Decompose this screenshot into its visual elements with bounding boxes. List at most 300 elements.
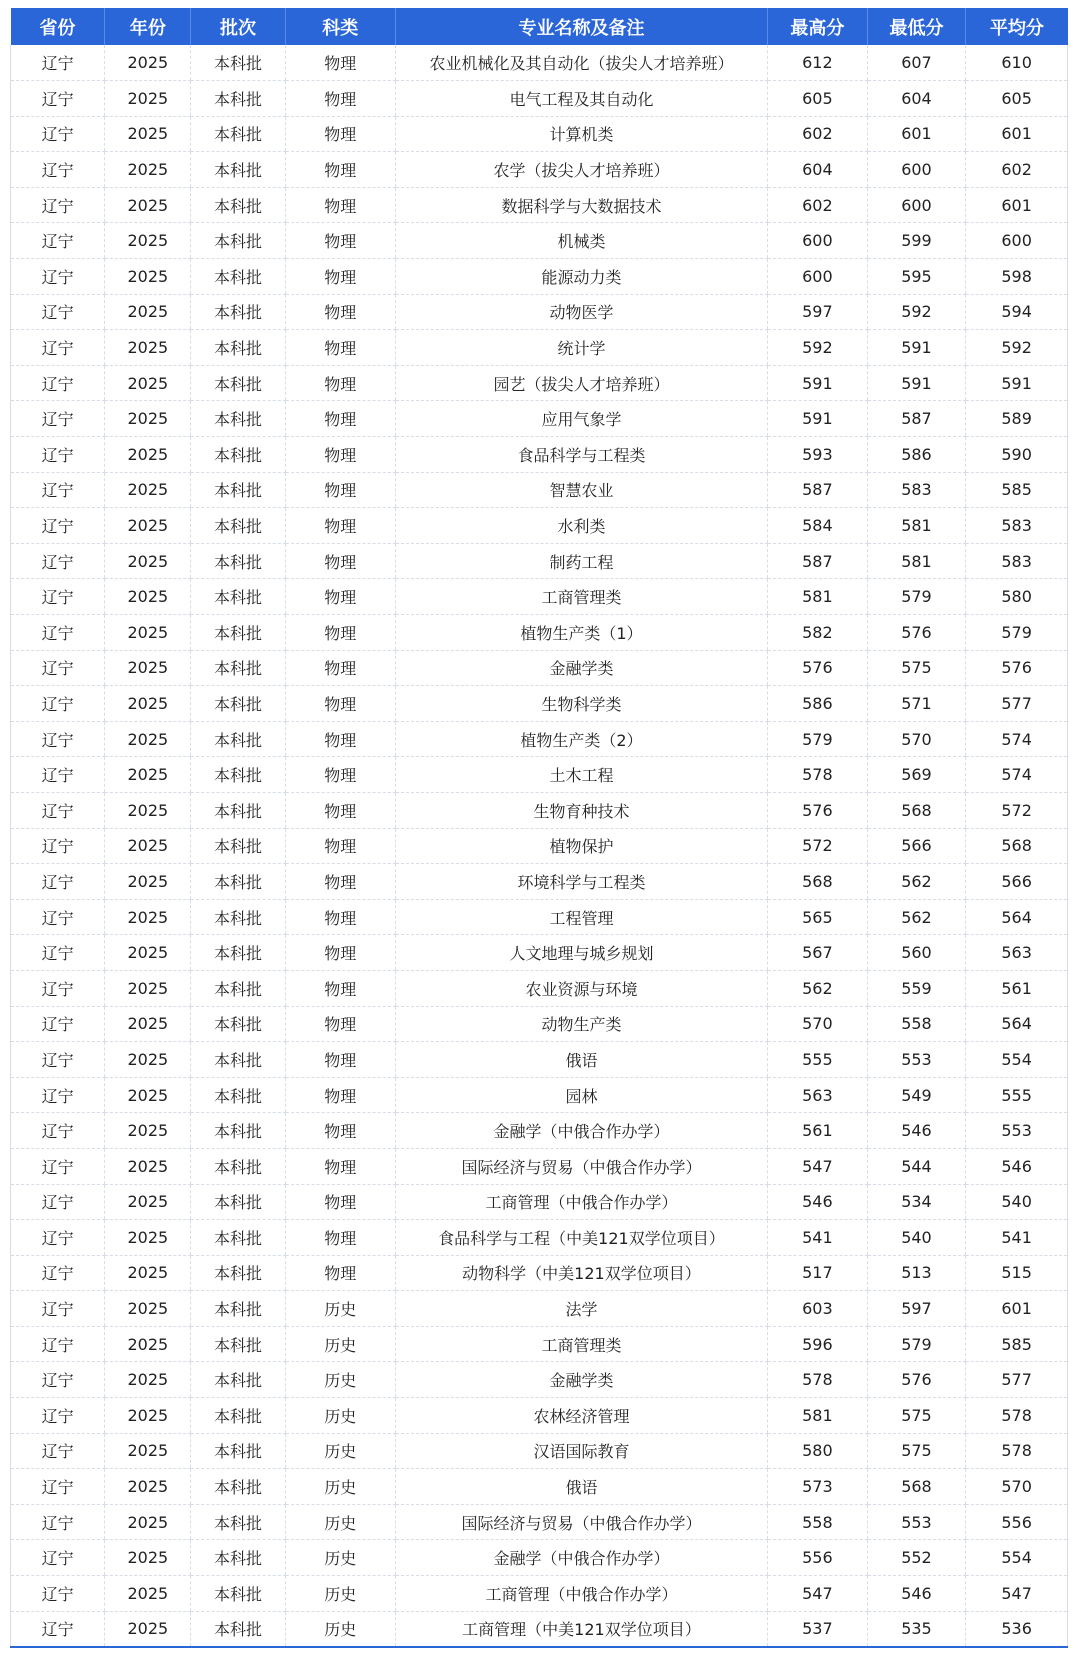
table-row: [11, 1184, 1068, 1220]
cell-major-name: 国际经济与贸易（中俄合作办学）: [395, 1504, 767, 1540]
cell-batch: 本科批: [191, 1184, 285, 1220]
cell-subject-type: 物理: [285, 543, 395, 579]
cell-province: 辽宁: [11, 401, 105, 437]
cell-batch: 本科批: [191, 1504, 285, 1540]
cell-subject-type: 物理: [285, 187, 395, 223]
cell-year: 2025: [105, 686, 191, 722]
cell-year: 2025: [105, 1326, 191, 1362]
cell-max-score: 604: [768, 152, 868, 188]
cell-avg-score: 577: [966, 686, 1068, 722]
cell-province: 辽宁: [11, 187, 105, 223]
cell-min-score: 576: [867, 615, 966, 651]
cell-subject-type: 物理: [285, 1006, 395, 1042]
cell-major-name: 工商管理（中俄合作办学）: [395, 1184, 767, 1220]
cell-year: 2025: [105, 970, 191, 1006]
cell-min-score: 599: [867, 223, 966, 259]
cell-province: 辽宁: [11, 792, 105, 828]
table-row: [11, 223, 1068, 259]
cell-subject-type: 物理: [285, 792, 395, 828]
cell-province: 辽宁: [11, 116, 105, 152]
cell-subject-type: 历史: [285, 1398, 395, 1434]
cell-major-name: 农学（拔尖人才培养班）: [395, 152, 767, 188]
table-row: [11, 508, 1068, 544]
cell-min-score: 587: [867, 401, 966, 437]
cell-major-name: 汉语国际教育: [395, 1433, 767, 1469]
cell-year: 2025: [105, 1006, 191, 1042]
cell-max-score: 584: [768, 508, 868, 544]
cell-year: 2025: [105, 828, 191, 864]
cell-min-score: 575: [867, 1433, 966, 1469]
table-row: [11, 1540, 1068, 1576]
cell-subject-type: 物理: [285, 899, 395, 935]
cell-min-score: 571: [867, 686, 966, 722]
cell-major-name: 国际经济与贸易（中俄合作办学）: [395, 1148, 767, 1184]
cell-avg-score: 563: [966, 935, 1068, 971]
cell-subject-type: 物理: [285, 45, 395, 81]
cell-province: 辽宁: [11, 223, 105, 259]
cell-min-score: 549: [867, 1077, 966, 1113]
cell-max-score: 597: [768, 294, 868, 330]
cell-province: 辽宁: [11, 1291, 105, 1327]
cell-major-name: 植物生产类（2）: [395, 721, 767, 757]
table-row: [11, 1326, 1068, 1362]
cell-avg-score: 602: [966, 152, 1068, 188]
cell-year: 2025: [105, 864, 191, 900]
cell-min-score: 579: [867, 579, 966, 615]
cell-batch: 本科批: [191, 899, 285, 935]
header-row: [11, 8, 1068, 45]
table-row: [11, 1148, 1068, 1184]
table-row: [11, 187, 1068, 223]
cell-min-score: 579: [867, 1326, 966, 1362]
cell-avg-score: 570: [966, 1469, 1068, 1505]
cell-min-score: 595: [867, 259, 966, 295]
cell-year: 2025: [105, 401, 191, 437]
cell-min-score: 566: [867, 828, 966, 864]
cell-subject-type: 物理: [285, 686, 395, 722]
cell-max-score: 586: [768, 686, 868, 722]
cell-subject-type: 物理: [285, 970, 395, 1006]
cell-province: 辽宁: [11, 81, 105, 117]
cell-batch: 本科批: [191, 970, 285, 1006]
header-major-name: 专业名称及备注: [395, 8, 767, 45]
cell-max-score: 570: [768, 1006, 868, 1042]
cell-avg-score: 564: [966, 1006, 1068, 1042]
table-row: [11, 650, 1068, 686]
cell-avg-score: 600: [966, 223, 1068, 259]
cell-subject-type: 物理: [285, 437, 395, 473]
cell-major-name: 金融学（中俄合作办学）: [395, 1113, 767, 1149]
score-table: [10, 8, 1068, 1648]
header-avg-score: 平均分: [966, 8, 1068, 45]
cell-subject-type: 历史: [285, 1576, 395, 1612]
score-table-container: [10, 8, 1068, 1648]
cell-max-score: 587: [768, 472, 868, 508]
cell-avg-score: 578: [966, 1433, 1068, 1469]
cell-subject-type: 物理: [285, 650, 395, 686]
cell-major-name: 动物科学（中美121双学位项目）: [395, 1255, 767, 1291]
cell-major-name: 能源动力类: [395, 259, 767, 295]
cell-batch: 本科批: [191, 1326, 285, 1362]
cell-avg-score: 601: [966, 187, 1068, 223]
cell-max-score: 587: [768, 543, 868, 579]
table-row: [11, 1220, 1068, 1256]
cell-avg-score: 583: [966, 543, 1068, 579]
table-row: [11, 152, 1068, 188]
cell-min-score: 568: [867, 1469, 966, 1505]
cell-max-score: 541: [768, 1220, 868, 1256]
cell-avg-score: 591: [966, 365, 1068, 401]
cell-max-score: 558: [768, 1504, 868, 1540]
cell-avg-score: 515: [966, 1255, 1068, 1291]
cell-year: 2025: [105, 1077, 191, 1113]
cell-batch: 本科批: [191, 792, 285, 828]
cell-max-score: 582: [768, 615, 868, 651]
cell-year: 2025: [105, 935, 191, 971]
cell-avg-score: 583: [966, 508, 1068, 544]
table-row: [11, 792, 1068, 828]
cell-min-score: 581: [867, 508, 966, 544]
cell-batch: 本科批: [191, 45, 285, 81]
cell-subject-type: 物理: [285, 1077, 395, 1113]
cell-major-name: 生物育种技术: [395, 792, 767, 828]
table-row: [11, 1362, 1068, 1398]
cell-subject-type: 物理: [285, 828, 395, 864]
cell-batch: 本科批: [191, 1255, 285, 1291]
cell-min-score: 586: [867, 437, 966, 473]
cell-batch: 本科批: [191, 686, 285, 722]
cell-min-score: 607: [867, 45, 966, 81]
cell-subject-type: 历史: [285, 1433, 395, 1469]
cell-avg-score: 585: [966, 472, 1068, 508]
cell-max-score: 561: [768, 1113, 868, 1149]
cell-avg-score: 556: [966, 1504, 1068, 1540]
cell-batch: 本科批: [191, 259, 285, 295]
cell-batch: 本科批: [191, 294, 285, 330]
cell-province: 辽宁: [11, 259, 105, 295]
cell-year: 2025: [105, 1433, 191, 1469]
cell-major-name: 动物医学: [395, 294, 767, 330]
cell-min-score: 562: [867, 864, 966, 900]
cell-subject-type: 物理: [285, 615, 395, 651]
cell-province: 辽宁: [11, 757, 105, 793]
cell-max-score: 600: [768, 223, 868, 259]
cell-province: 辽宁: [11, 721, 105, 757]
cell-year: 2025: [105, 1611, 191, 1647]
cell-max-score: 580: [768, 1433, 868, 1469]
cell-subject-type: 物理: [285, 721, 395, 757]
cell-avg-score: 541: [966, 1220, 1068, 1256]
cell-year: 2025: [105, 615, 191, 651]
cell-year: 2025: [105, 294, 191, 330]
table-row: [11, 1611, 1068, 1647]
table-row: [11, 1255, 1068, 1291]
cell-batch: 本科批: [191, 1042, 285, 1078]
cell-avg-score: 554: [966, 1042, 1068, 1078]
cell-year: 2025: [105, 1504, 191, 1540]
cell-min-score: 592: [867, 294, 966, 330]
cell-major-name: 制药工程: [395, 543, 767, 579]
cell-year: 2025: [105, 365, 191, 401]
cell-major-name: 应用气象学: [395, 401, 767, 437]
cell-province: 辽宁: [11, 864, 105, 900]
cell-subject-type: 历史: [285, 1504, 395, 1540]
cell-year: 2025: [105, 259, 191, 295]
cell-year: 2025: [105, 1469, 191, 1505]
cell-year: 2025: [105, 1255, 191, 1291]
cell-batch: 本科批: [191, 1611, 285, 1647]
cell-min-score: 570: [867, 721, 966, 757]
cell-subject-type: 历史: [285, 1540, 395, 1576]
cell-province: 辽宁: [11, 1362, 105, 1398]
cell-province: 辽宁: [11, 1469, 105, 1505]
cell-province: 辽宁: [11, 1504, 105, 1540]
cell-min-score: 601: [867, 116, 966, 152]
cell-avg-score: 598: [966, 259, 1068, 295]
cell-batch: 本科批: [191, 508, 285, 544]
cell-min-score: 552: [867, 1540, 966, 1576]
cell-min-score: 560: [867, 935, 966, 971]
cell-max-score: 593: [768, 437, 868, 473]
cell-batch: 本科批: [191, 330, 285, 366]
cell-major-name: 工商管理（中美121双学位项目）: [395, 1611, 767, 1647]
cell-year: 2025: [105, 116, 191, 152]
cell-batch: 本科批: [191, 437, 285, 473]
cell-min-score: 559: [867, 970, 966, 1006]
cell-major-name: 电气工程及其自动化: [395, 81, 767, 117]
table-row: [11, 45, 1068, 81]
cell-min-score: 540: [867, 1220, 966, 1256]
cell-province: 辽宁: [11, 1255, 105, 1291]
cell-avg-score: 590: [966, 437, 1068, 473]
cell-max-score: 517: [768, 1255, 868, 1291]
cell-batch: 本科批: [191, 1077, 285, 1113]
cell-year: 2025: [105, 437, 191, 473]
cell-max-score: 612: [768, 45, 868, 81]
cell-max-score: 578: [768, 1362, 868, 1398]
cell-batch: 本科批: [191, 187, 285, 223]
cell-avg-score: 572: [966, 792, 1068, 828]
cell-batch: 本科批: [191, 615, 285, 651]
cell-major-name: 园艺（拔尖人才培养班）: [395, 365, 767, 401]
header-batch: 批次: [191, 8, 285, 45]
cell-batch: 本科批: [191, 757, 285, 793]
cell-major-name: 植物生产类（1）: [395, 615, 767, 651]
cell-max-score: 565: [768, 899, 868, 935]
cell-year: 2025: [105, 721, 191, 757]
cell-subject-type: 物理: [285, 935, 395, 971]
cell-avg-score: 589: [966, 401, 1068, 437]
cell-province: 辽宁: [11, 365, 105, 401]
cell-avg-score: 574: [966, 721, 1068, 757]
cell-max-score: 603: [768, 1291, 868, 1327]
cell-batch: 本科批: [191, 650, 285, 686]
cell-province: 辽宁: [11, 686, 105, 722]
cell-province: 辽宁: [11, 45, 105, 81]
cell-major-name: 计算机类: [395, 116, 767, 152]
cell-major-name: 工商管理（中俄合作办学）: [395, 1576, 767, 1612]
cell-batch: 本科批: [191, 116, 285, 152]
cell-min-score: 597: [867, 1291, 966, 1327]
cell-major-name: 金融学类: [395, 1362, 767, 1398]
cell-year: 2025: [105, 1362, 191, 1398]
cell-province: 辽宁: [11, 1611, 105, 1647]
table-row: [11, 615, 1068, 651]
cell-avg-score: 585: [966, 1326, 1068, 1362]
table-row: [11, 1576, 1068, 1612]
cell-max-score: 568: [768, 864, 868, 900]
cell-avg-score: 579: [966, 615, 1068, 651]
table-row: [11, 1113, 1068, 1149]
cell-batch: 本科批: [191, 864, 285, 900]
cell-max-score: 547: [768, 1148, 868, 1184]
cell-year: 2025: [105, 1291, 191, 1327]
cell-year: 2025: [105, 543, 191, 579]
cell-major-name: 园林: [395, 1077, 767, 1113]
cell-year: 2025: [105, 472, 191, 508]
cell-major-name: 水利类: [395, 508, 767, 544]
cell-subject-type: 物理: [285, 330, 395, 366]
cell-major-name: 农林经济管理: [395, 1398, 767, 1434]
cell-avg-score: 554: [966, 1540, 1068, 1576]
cell-max-score: 576: [768, 650, 868, 686]
header-max-score: 最高分: [768, 8, 868, 45]
cell-major-name: 动物生产类: [395, 1006, 767, 1042]
table-row: [11, 330, 1068, 366]
cell-major-name: 工商管理类: [395, 1326, 767, 1362]
cell-major-name: 土木工程: [395, 757, 767, 793]
cell-year: 2025: [105, 1113, 191, 1149]
cell-batch: 本科批: [191, 1113, 285, 1149]
table-row: [11, 1077, 1068, 1113]
table-row: [11, 81, 1068, 117]
cell-subject-type: 物理: [285, 1113, 395, 1149]
cell-avg-score: 561: [966, 970, 1068, 1006]
cell-avg-score: 605: [966, 81, 1068, 117]
cell-max-score: 596: [768, 1326, 868, 1362]
cell-subject-type: 物理: [285, 864, 395, 900]
cell-min-score: 535: [867, 1611, 966, 1647]
cell-avg-score: 577: [966, 1362, 1068, 1398]
cell-province: 辽宁: [11, 1540, 105, 1576]
table-row: [11, 1504, 1068, 1540]
cell-subject-type: 历史: [285, 1326, 395, 1362]
cell-province: 辽宁: [11, 1398, 105, 1434]
cell-avg-score: 568: [966, 828, 1068, 864]
cell-major-name: 工商管理类: [395, 579, 767, 615]
cell-province: 辽宁: [11, 543, 105, 579]
table-body: [11, 45, 1068, 1647]
cell-subject-type: 物理: [285, 223, 395, 259]
cell-batch: 本科批: [191, 1540, 285, 1576]
cell-province: 辽宁: [11, 828, 105, 864]
cell-major-name: 生物科学类: [395, 686, 767, 722]
cell-batch: 本科批: [191, 1433, 285, 1469]
cell-subject-type: 物理: [285, 472, 395, 508]
cell-province: 辽宁: [11, 1576, 105, 1612]
cell-max-score: 592: [768, 330, 868, 366]
cell-max-score: 581: [768, 579, 868, 615]
cell-subject-type: 物理: [285, 1148, 395, 1184]
cell-min-score: 600: [867, 187, 966, 223]
cell-province: 辽宁: [11, 1433, 105, 1469]
cell-province: 辽宁: [11, 330, 105, 366]
cell-year: 2025: [105, 1184, 191, 1220]
table-row: [11, 1042, 1068, 1078]
cell-min-score: 553: [867, 1042, 966, 1078]
cell-major-name: 农业资源与环境: [395, 970, 767, 1006]
cell-max-score: 600: [768, 259, 868, 295]
cell-subject-type: 物理: [285, 1220, 395, 1256]
cell-avg-score: 540: [966, 1184, 1068, 1220]
cell-min-score: 568: [867, 792, 966, 828]
table-row: [11, 543, 1068, 579]
cell-subject-type: 物理: [285, 116, 395, 152]
cell-major-name: 食品科学与工程类: [395, 437, 767, 473]
cell-avg-score: 555: [966, 1077, 1068, 1113]
cell-max-score: 573: [768, 1469, 868, 1505]
table-row: [11, 970, 1068, 1006]
table-row: [11, 935, 1068, 971]
table-row: [11, 1291, 1068, 1327]
table-row: [11, 259, 1068, 295]
header-min-score: 最低分: [867, 8, 966, 45]
cell-major-name: 环境科学与工程类: [395, 864, 767, 900]
cell-avg-score: 553: [966, 1113, 1068, 1149]
cell-year: 2025: [105, 579, 191, 615]
cell-major-name: 植物保护: [395, 828, 767, 864]
cell-subject-type: 物理: [285, 259, 395, 295]
cell-max-score: 537: [768, 1611, 868, 1647]
cell-avg-score: 574: [966, 757, 1068, 793]
table-row: [11, 365, 1068, 401]
cell-batch: 本科批: [191, 81, 285, 117]
cell-year: 2025: [105, 1148, 191, 1184]
cell-max-score: 591: [768, 365, 868, 401]
table-row: [11, 757, 1068, 793]
cell-batch: 本科批: [191, 543, 285, 579]
cell-year: 2025: [105, 45, 191, 81]
cell-min-score: 604: [867, 81, 966, 117]
cell-subject-type: 物理: [285, 1184, 395, 1220]
cell-province: 辽宁: [11, 508, 105, 544]
cell-min-score: 583: [867, 472, 966, 508]
cell-min-score: 544: [867, 1148, 966, 1184]
cell-batch: 本科批: [191, 1148, 285, 1184]
cell-major-name: 智慧农业: [395, 472, 767, 508]
cell-min-score: 581: [867, 543, 966, 579]
cell-province: 辽宁: [11, 437, 105, 473]
cell-year: 2025: [105, 81, 191, 117]
cell-province: 辽宁: [11, 294, 105, 330]
cell-year: 2025: [105, 1540, 191, 1576]
table-row: [11, 828, 1068, 864]
cell-min-score: 562: [867, 899, 966, 935]
table-row: [11, 1469, 1068, 1505]
cell-avg-score: 564: [966, 899, 1068, 935]
cell-province: 辽宁: [11, 1077, 105, 1113]
table-header: [11, 8, 1068, 45]
cell-major-name: 食品科学与工程（中美121双学位项目）: [395, 1220, 767, 1256]
cell-max-score: 591: [768, 401, 868, 437]
cell-subject-type: 历史: [285, 1362, 395, 1398]
cell-batch: 本科批: [191, 1006, 285, 1042]
table-row: [11, 1398, 1068, 1434]
cell-subject-type: 物理: [285, 294, 395, 330]
cell-subject-type: 物理: [285, 508, 395, 544]
table-row: [11, 721, 1068, 757]
cell-year: 2025: [105, 152, 191, 188]
